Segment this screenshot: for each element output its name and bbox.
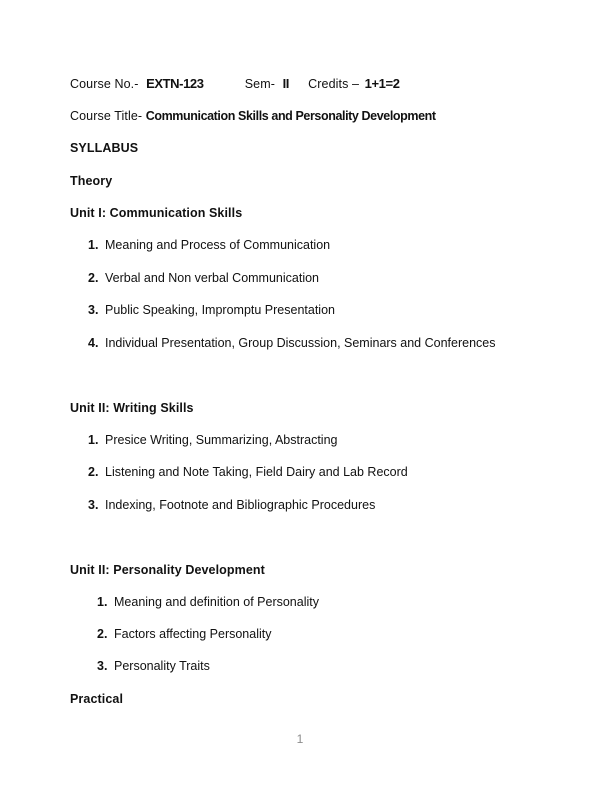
course-title-value: Communication Skills and Personality Development: [145, 109, 436, 123]
list-item-text: Meaning and definition of Personality: [114, 595, 319, 609]
course-title-label: Course Title-: [70, 109, 143, 123]
list-item-text: Listening and Note Taking, Field Dairy and Lab Record: [105, 465, 408, 479]
list-item-text: Verbal and Non verbal Communication: [105, 271, 320, 285]
unit-3-heading: Unit II: Personality Development: [70, 563, 265, 577]
list-item-text: Meaning and Process of Communication: [105, 238, 331, 252]
practical-heading: Practical: [70, 692, 124, 706]
list-item: [88, 271, 319, 285]
list-item-number: 1.: [88, 238, 99, 252]
course-number-label: Course No.-: [70, 77, 139, 91]
list-item-text: Public Speaking, Impromptu Presentation: [105, 303, 335, 317]
list-item-number: 2.: [97, 627, 108, 641]
course-number-value: EXTN-123: [146, 76, 204, 91]
page-number: 1: [296, 732, 304, 746]
list-item: [97, 595, 319, 609]
list-item-text: Personality Traits: [114, 659, 210, 673]
list-item: [88, 238, 330, 252]
list-item-number: 2.: [88, 271, 99, 285]
list-item: [88, 303, 335, 317]
syllabus-heading: SYLLABUS: [70, 141, 139, 155]
list-item-number: 3.: [88, 498, 99, 512]
list-item-number: 4.: [88, 336, 99, 350]
list-item-number: 3.: [88, 303, 99, 317]
credits-value: 1+1=2: [364, 76, 400, 91]
list-item-text: Factors affecting Personality: [114, 627, 272, 641]
course-info-line: [70, 76, 400, 91]
list-item-number: 1.: [97, 595, 108, 609]
list-item: [88, 465, 408, 479]
semester-value: II: [282, 76, 289, 91]
list-item-number: 2.: [88, 465, 99, 479]
theory-heading: Theory: [70, 174, 113, 188]
unit-1-heading: Unit I: Communication Skills: [70, 206, 243, 220]
list-item-number: 1.: [88, 433, 99, 447]
unit-2-heading: Unit II: Writing Skills: [70, 401, 194, 415]
list-item: [97, 627, 271, 641]
list-item: [88, 433, 338, 447]
list-item-number: 3.: [97, 659, 108, 673]
list-item-text: Indexing, Footnote and Bibliographic Procedures: [105, 498, 376, 512]
list-item-text: Presice Writing, Summarizing, Abstracting: [105, 433, 338, 447]
semester-label: Sem-: [244, 77, 275, 91]
course-title-line: [70, 109, 436, 123]
list-item: [88, 498, 375, 512]
list-item: [97, 659, 210, 673]
list-item: [88, 336, 496, 350]
credits-label: Credits –: [308, 77, 360, 91]
list-item-text: Individual Presentation, Group Discussion, Seminars and Conferences: [105, 336, 496, 350]
